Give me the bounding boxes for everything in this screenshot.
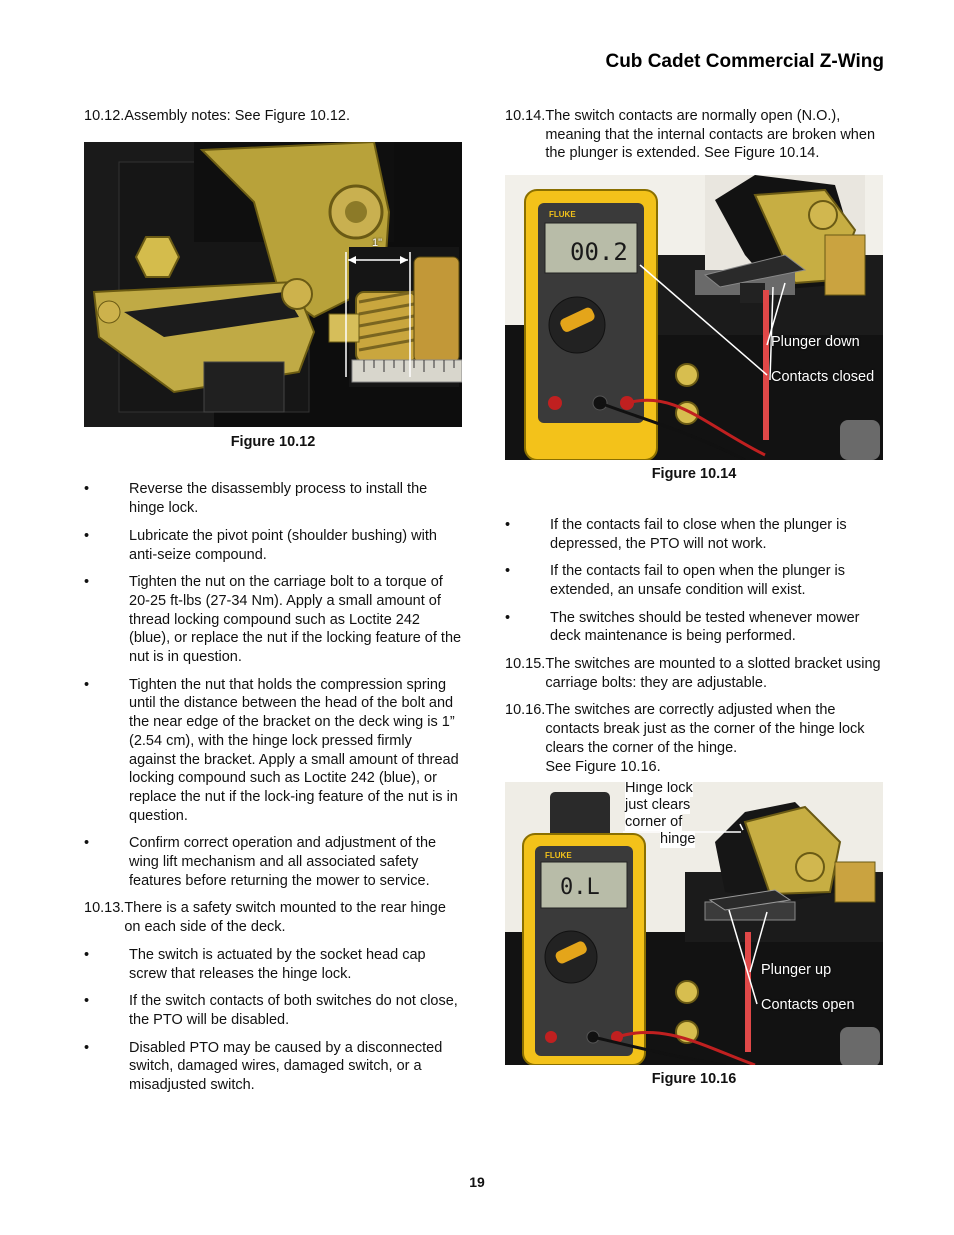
bullet-glyph: •: [84, 993, 90, 1010]
bullet-item: [84, 992, 462, 1029]
multimeter-plunger-up-illustration: [505, 782, 883, 1065]
hinge-lock-label-line3: corner of: [625, 814, 683, 831]
bullet-item: [84, 676, 462, 826]
meter-brand: FLUKE: [549, 210, 576, 220]
contacts-open-label: Contacts open: [761, 997, 855, 1014]
step-10-15: [505, 655, 883, 692]
step-number: 10.14.: [505, 108, 546, 124]
bullet-glyph: •: [84, 676, 90, 693]
bullet-item: [505, 562, 883, 599]
bullet-item: [84, 573, 462, 667]
bullet-glyph: •: [84, 946, 90, 963]
figure-10-14-photo: [505, 175, 883, 460]
right-column: [505, 107, 883, 1089]
step-number: 10.16.: [505, 702, 546, 719]
bullet-text: If the contacts fail to open when the plunger is extended, an unsafe condition will exist.: [550, 563, 846, 598]
bullet-text: Disabled PTO may be caused by a disconnected switch, damaged wires, damaged switch, or a misadjusted switch.: [129, 1039, 443, 1094]
bullet-glyph: •: [84, 481, 90, 498]
step-10-16: [505, 701, 883, 776]
meter-reading: 0.L: [560, 875, 600, 901]
step-text: The switch contacts are normally open (N.O.), meaning that the internal contacts are broken when the plunger is extended. See Figure 10.14.: [545, 108, 876, 162]
step-10-13: [84, 899, 462, 936]
step-figure-ref: See Figure 10.16.: [545, 758, 661, 775]
plunger-down-label: Plunger down: [771, 334, 860, 351]
bullet-item: [505, 516, 883, 553]
bullet-text: If the switch contacts of both switches do not close, the PTO will be disabled.: [129, 993, 458, 1028]
bullet-item: [84, 946, 462, 983]
step-number: 10.13.: [84, 900, 125, 917]
step-number: 10.12.: [84, 108, 125, 124]
figure-10-16-photo: [505, 782, 883, 1065]
figure-10-12-caption: Figure 10.12: [230, 433, 316, 450]
step-text: The switches are correctly adjusted when the contacts break just as the corner of the hinge lock clears the corner of the hinge.: [545, 702, 865, 756]
bullet-item: [84, 834, 462, 890]
bullet-item: [505, 609, 883, 646]
bullet-text: Lubricate the pivot point (shoulder bushing) with anti-seize compound.: [129, 527, 437, 563]
meter-brand: FLUKE: [545, 851, 572, 861]
plunger-up-label: Plunger up: [761, 962, 832, 979]
step-text: Assembly notes: See Figure 10.12.: [124, 108, 351, 124]
dimension-label: 1": [372, 236, 383, 249]
bullet-glyph: •: [84, 574, 90, 591]
meter-reading: 00.2: [570, 238, 628, 267]
step-number: 10.15.: [505, 656, 546, 673]
step-text-block: [545, 701, 883, 776]
figure-10-16-caption: Figure 10.16: [651, 1071, 737, 1088]
bullet-item: [84, 1039, 462, 1095]
bullet-text: The switches should be tested whenever mower deck maintenance is being performed.: [550, 609, 860, 645]
left-column: [84, 107, 462, 1104]
bullet-item: [84, 480, 462, 517]
bullet-text: Tighten the nut that holds the compression spring until the distance between the head of the bolt and the near edge of the bracket on the deck wing is 1” (2.54 cm), with the hinge lock pressed firmly against the bracket. Apply a small amount of thread locking compound such as Loctite 242 (blue), or replace the nut if the lock-ing feature of the nut is in question.: [129, 676, 459, 824]
step-10-12: [84, 107, 462, 126]
bullet-item: [84, 527, 462, 564]
bullet-text: Reverse the disassembly process to install the hinge lock.: [129, 481, 428, 517]
bullet-text: Confirm correct operation and adjustment of the wing lift mechanism and all associated safety features before returning the mower to service.: [129, 835, 437, 889]
hinge-lock-label-line2: just clears: [625, 797, 691, 814]
step-text: The switches are mounted to a slotted bracket using carriage bolts: they are adjustable.: [545, 656, 881, 691]
hinge-lock-photo-illustration: [84, 142, 462, 427]
page-header-title: Cub Cadet Commercial Z-Wing: [605, 51, 884, 72]
page-number: 19: [469, 1174, 485, 1190]
multimeter-plunger-down-illustration: [505, 175, 883, 460]
hinge-lock-label-line1: Hinge lock: [625, 782, 693, 797]
figure-10-12-photo: [84, 142, 462, 427]
figure-10-14-caption: Figure 10.14: [651, 466, 737, 483]
bullet-text: Tighten the nut on the carriage bolt to a torque of 20-25 ft-lbs (27-34 Nm). Apply a small amount of thread locking compound such as Loctite 242 (blue), or replace the nut if the locking feature of the nut is in question.: [129, 574, 462, 666]
bullet-glyph: •: [505, 516, 511, 533]
bullet-text: The switch is actuated by the socket head cap screw that releases the hinge lock.: [129, 946, 426, 982]
step-10-14: [505, 107, 883, 163]
bullet-glyph: •: [84, 835, 90, 852]
bullet-glyph: •: [84, 1039, 90, 1056]
bullet-glyph: •: [84, 527, 90, 544]
bullet-text: If the contacts fail to close when the plunger is depressed, the PTO will not work.: [550, 516, 847, 552]
contacts-closed-label: Contacts closed: [771, 369, 875, 386]
bullet-glyph: •: [505, 563, 511, 580]
step-text: There is a safety switch mounted to the rear hinge on each side of the deck.: [124, 900, 446, 936]
hinge-lock-label-line4: hinge: [660, 831, 696, 848]
bullet-glyph: •: [505, 609, 511, 626]
